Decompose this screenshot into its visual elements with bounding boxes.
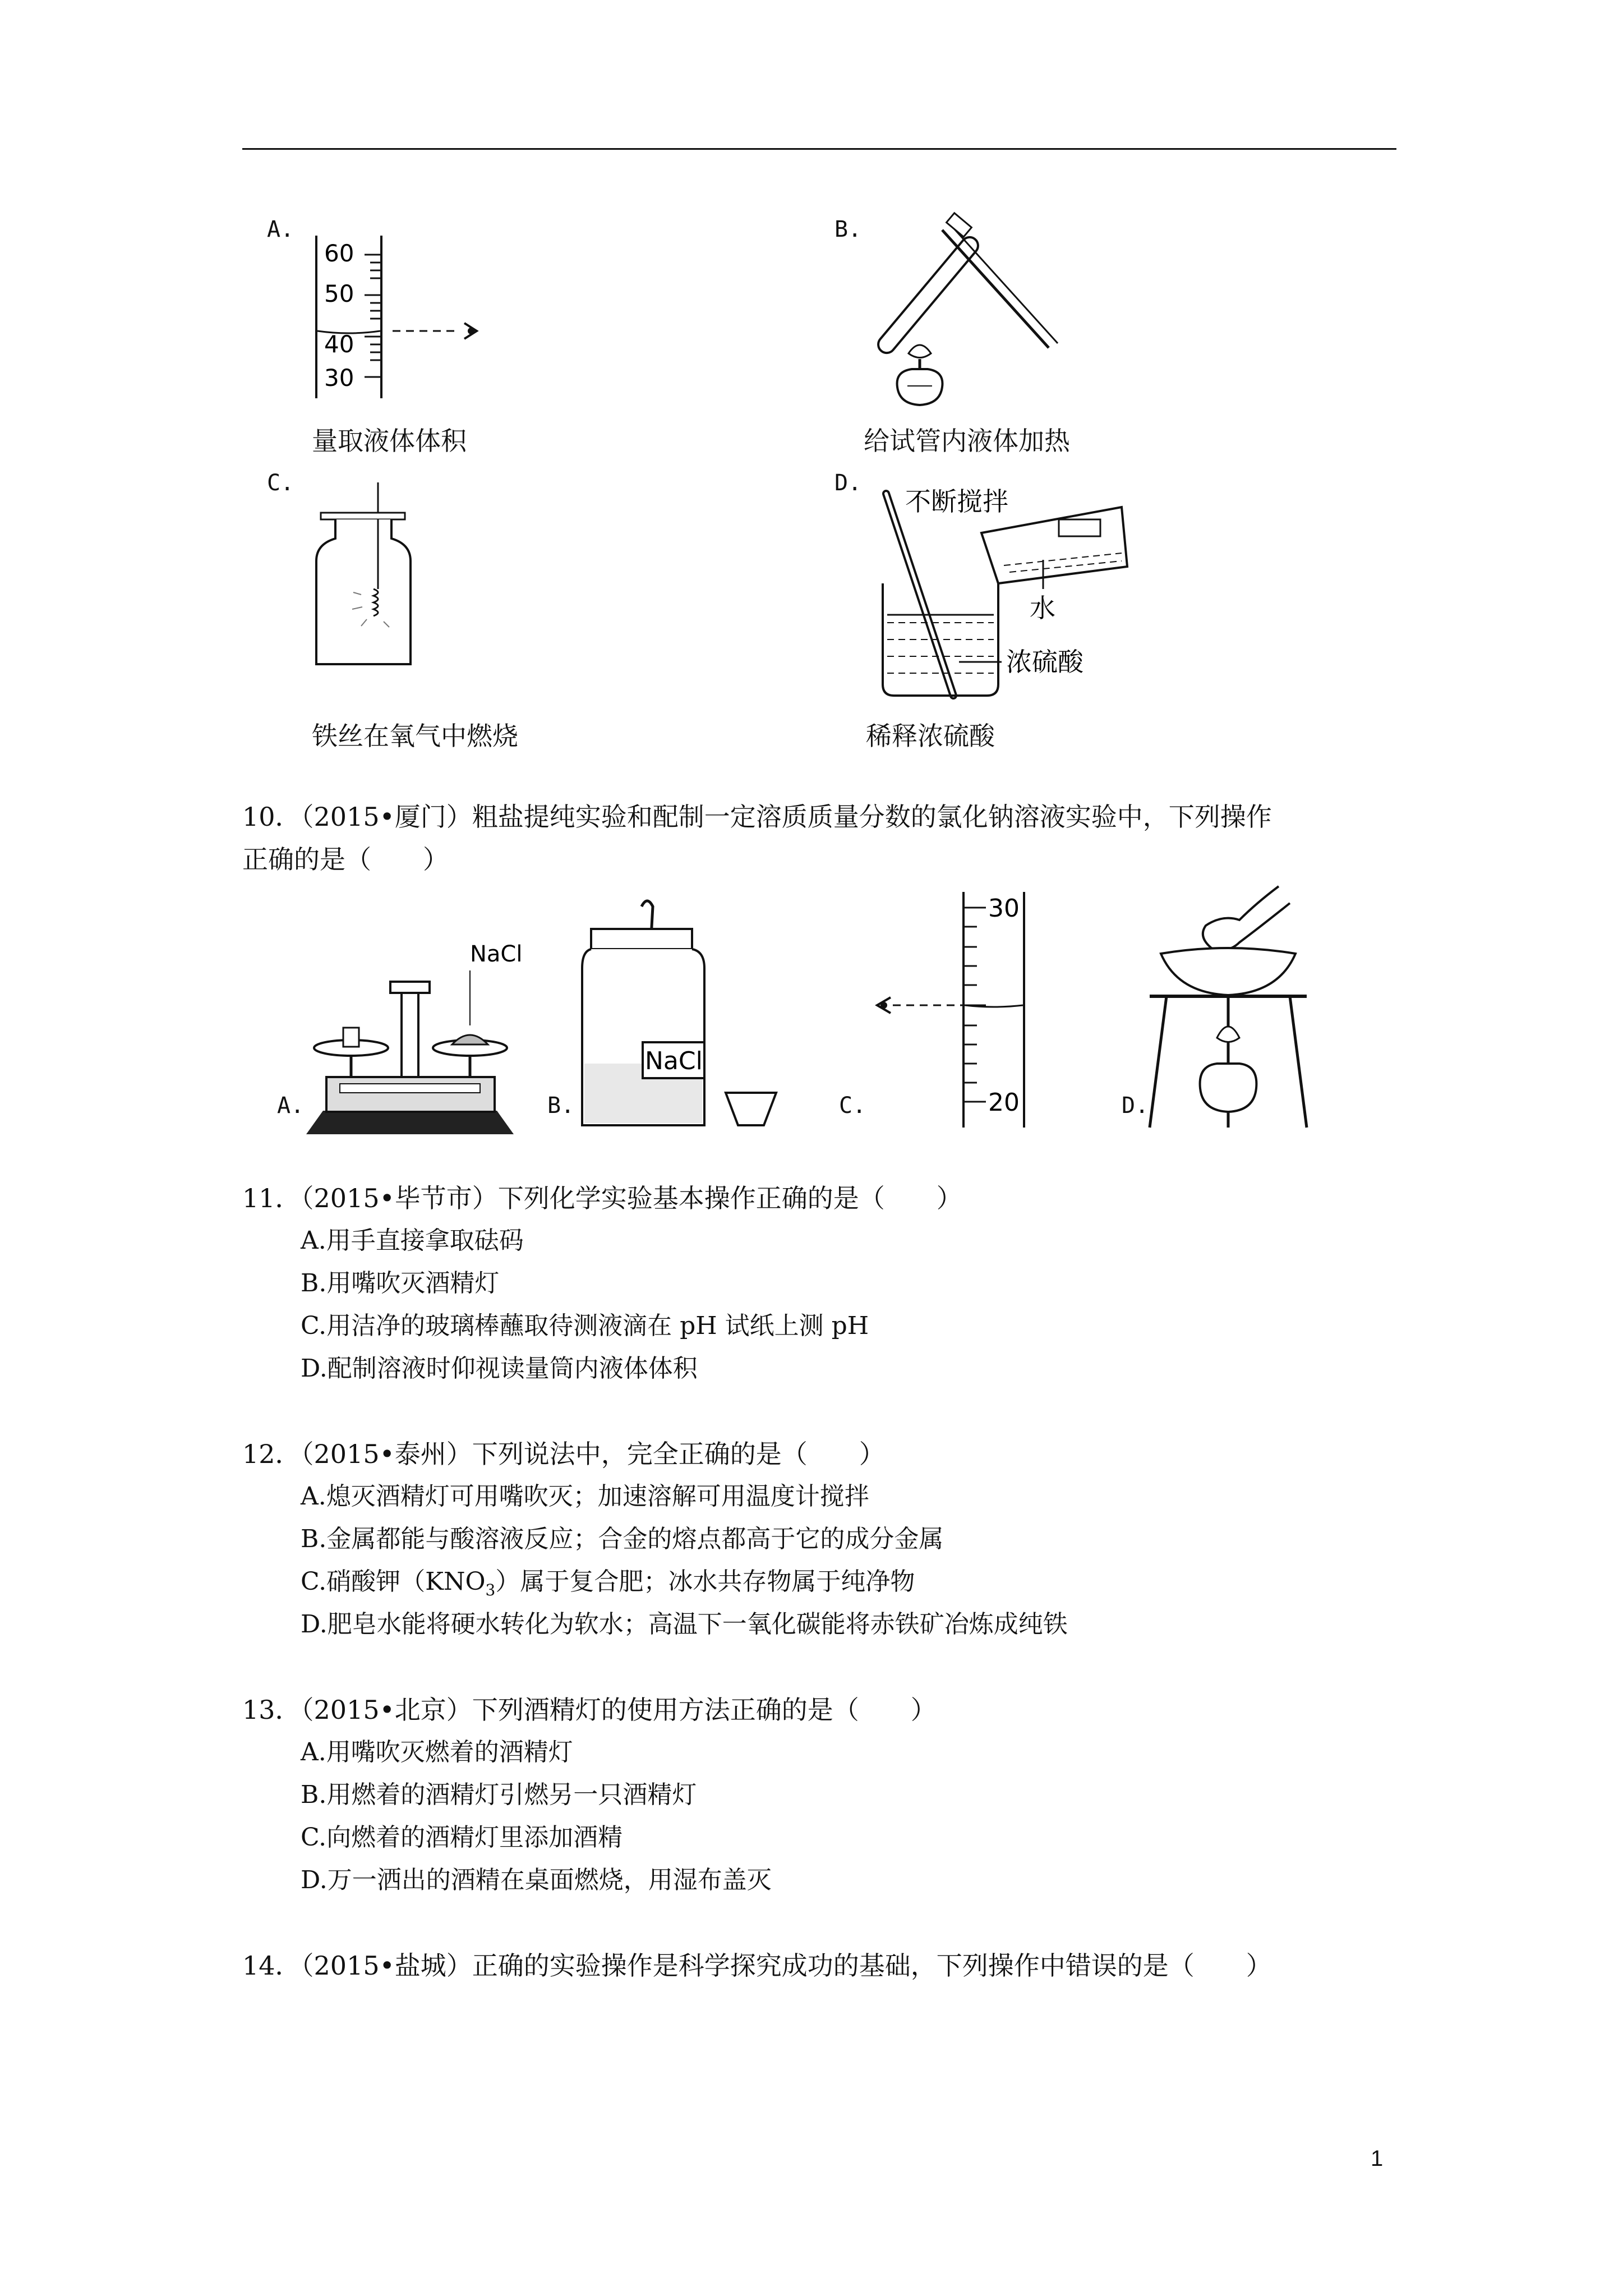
q12-stem: 12．（2015•泰州）下列说法中，完全正确的是（ ） [242,1439,885,1469]
q11-option-b: B.用嘴吹灭酒精灯 [301,1269,500,1297]
q10-stem-line2: 正确的是（ ） [242,844,449,875]
q11-option-d: D.配制溶液时仰视读量筒内液体体积 [301,1354,698,1383]
q9-a-tick-60: 60 [324,240,354,267]
q10-figure-c-cylinder-reading [868,892,1048,1128]
q10-figure-a-balance [306,937,523,1139]
q12-option-c-part2: ）属于复合肥；冰水共存物属于纯净物 [495,1567,915,1596]
q10-option-a-letter: A. [277,1093,305,1119]
q13-option-a: A.用嘴吹灭燃着的酒精灯 [301,1738,573,1766]
q9-a-tick-30: 30 [324,364,354,392]
q9-figure-d-dilution [875,482,1189,707]
q13-stem: 13．（2015•北京）下列酒精灯的使用方法正确的是（ ） [242,1695,937,1725]
q10-c-tick-20: 20 [988,1088,1020,1117]
q14-stem: 14．（2015•盐城）正确的实验操作是科学探究成功的基础，下列操作中错误的是（ ） [242,1950,1272,1981]
q9-option-a-letter: A. [267,217,294,242]
q12-option-c-part1: C.硝酸钾（KNO [301,1567,486,1596]
q12-option-a: A.熄灭酒精灯可用嘴吹灭；加速溶解可用温度计搅拌 [301,1482,869,1511]
q11-option-c: C.用洁净的玻璃棒蘸取待测液滴在 pH 试纸上测 pH [301,1312,869,1340]
q9-figure-b-heating-test-tube [875,219,1077,415]
q10-figure-d-evaporating-dish [1144,886,1324,1133]
q9-d-label-stir: 不断搅拌 [905,486,1008,517]
q12-option-c-subscript: 3 [485,1580,496,1599]
q13-option-c: C.向燃着的酒精灯里添加酒精 [301,1823,623,1852]
q9-d-label-acid: 浓硫酸 [1006,647,1083,677]
q13-option-b: B.用燃着的酒精灯引燃另一只酒精灯 [301,1780,697,1809]
q9-option-d-letter: D. [834,470,862,496]
q9-option-b-caption: 给试管内液体加热 [864,426,1070,456]
q9-option-a-caption: 量取液体体积 [312,426,467,456]
q9-a-tick-40: 40 [324,330,354,358]
q13-option-d: D.万一洒出的酒精在桌面燃烧，用湿布盖灭 [301,1866,772,1894]
q10-b-nacl-label: NaCl [645,1047,703,1075]
eye-icon [464,323,477,339]
q10-option-d-letter: D. [1122,1093,1149,1119]
q9-option-c-letter: C. [267,470,294,496]
q12-option-b: B.金属都能与酸溶液反应；合金的熔点都高于它的成分金属 [301,1525,944,1553]
q11-option-a: A.用手直接拿取砝码 [301,1226,524,1255]
q10-figure-b-reagent-bottle [580,895,793,1131]
q9-d-label-water: 水 [1030,593,1055,623]
page-number: 1 [1371,2146,1384,2171]
q9-figure-a-cylinder-reading [292,224,538,404]
q10-a-nacl-label: NaCl [470,941,523,967]
q10-option-b-letter: B. [547,1093,575,1119]
q10-option-c-letter: C. [839,1093,866,1119]
q10-stem-line1: 10．（2015•厦门）粗盐提纯实验和配制一定溶质质量分数的氯化钠溶液实验中，下列操作 [242,802,1272,832]
eye-icon [877,997,891,1013]
q12-option-d: D.肥皂水能将硬水转化为软水；高温下一氧化碳能将赤铁矿冶炼成纯铁 [301,1610,1068,1639]
q10-c-tick-30: 30 [988,894,1020,923]
q9-option-c-caption: 铁丝在氧气中燃烧 [312,721,518,751]
q9-a-tick-50: 50 [324,280,354,307]
q11-stem: 11．（2015•毕节市）下列化学实验基本操作正确的是（ ） [242,1183,962,1213]
q9-figure-c-iron-wire-bottle [311,482,434,668]
q9-option-b-letter: B. [834,217,862,242]
q9-option-d-caption: 稀释浓硫酸 [866,721,995,751]
header-rule [242,148,1396,150]
